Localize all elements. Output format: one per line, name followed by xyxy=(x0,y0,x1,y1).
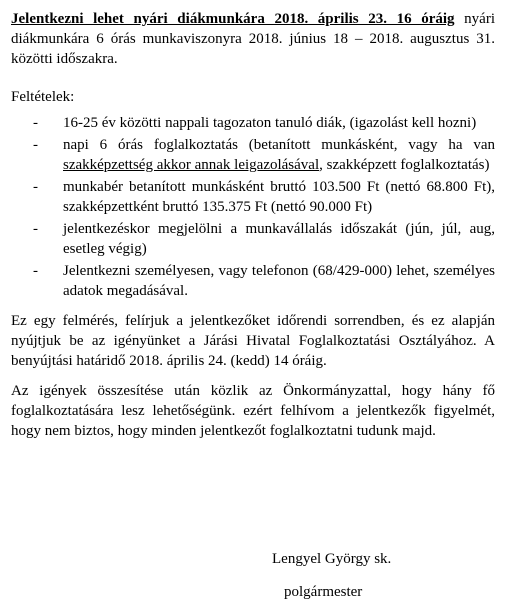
list-dash: - xyxy=(33,115,38,131)
list-item xyxy=(11,135,495,175)
condition-text-pre: napi 6 órás foglalkoztatás (betanított munkásként, vagy ha van xyxy=(63,137,495,153)
list-item xyxy=(11,219,495,259)
condition-text: 16-25 év közötti nappali tagozaton tanuló diák, (igazolást kell hozni) xyxy=(63,115,477,131)
list-dash: - xyxy=(33,263,38,279)
list-dash: - xyxy=(33,137,38,153)
signature-name: Lengyel György sk. xyxy=(272,551,392,567)
conditions-list xyxy=(11,113,495,301)
intro-paragraph xyxy=(11,9,495,69)
condition-text: jelentkezéskor megjelölni a munkavállalás időszakát (jún, júl, aug, esetleg végig) xyxy=(63,221,495,257)
list-dash: - xyxy=(33,221,38,237)
condition-text: Jelentkezni személyesen, vagy telefonon (68/429-000) lehet, személyes adatok megadásával. xyxy=(63,263,495,299)
list-item xyxy=(11,177,495,217)
condition-text-underlined: szakképzettség akkor annak leigazolásával xyxy=(63,157,320,173)
condition-text-post: , szakképzett foglalkoztatás) xyxy=(319,157,490,173)
survey-paragraph: Ez egy felmérés, felírjuk a jelentkezőket időrendi sorrendben, és ez alapján nyújtjuk be az igényünket a Járási Hivatal Foglalkoztatási Osztályához. A benyújtási határidő 2018. április 24. (kedd) 14 óráig. xyxy=(11,313,495,369)
list-item xyxy=(11,261,495,301)
intro-bold-heading: Jelentkezni lehet nyári diákmunkára 2018. április 23. 16 óráig xyxy=(11,11,455,27)
notice-paragraph: Az igények összesítése után közlik az Önkormányzattal, hogy hány fő foglalkoztatására lesz lehetőségünk. ezért felhívom a jelentkezők figyelmét, hogy nem biztos, hogy minden jelentkezőt foglalkoztatni tudunk majd. xyxy=(11,383,495,439)
list-item xyxy=(11,113,495,133)
intro-text: nyári diákmunkára 6 órás munkaviszonyra 2018. június 18 – 2018. augusztus 31. közötti időszakra. xyxy=(11,11,495,67)
condition-text: munkabér betanított munkásként bruttó 103.500 Ft (nettó 68.800 Ft), szakképzettként bruttó 135.375 Ft (nettó 90.000 Ft) xyxy=(63,179,495,215)
signature-title: polgármester xyxy=(284,584,363,600)
list-dash: - xyxy=(33,179,38,195)
document-body xyxy=(11,9,495,441)
conditions-label: Feltételek: xyxy=(11,89,75,105)
